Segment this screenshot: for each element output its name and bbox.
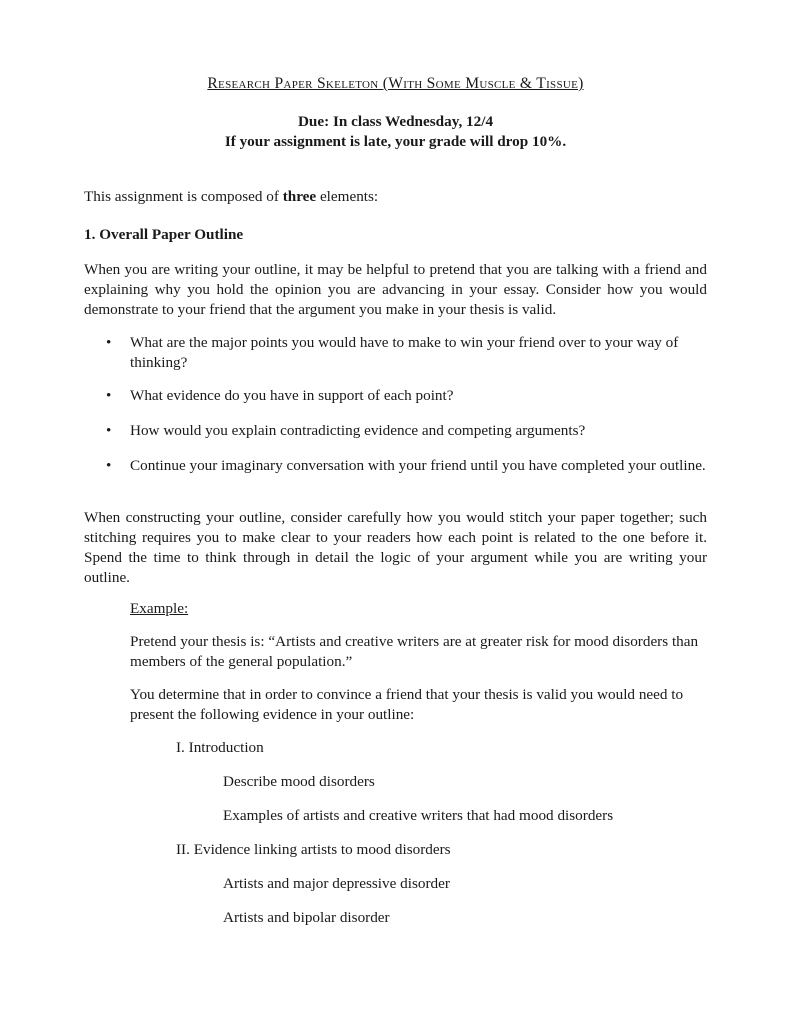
list-item bbox=[106, 456, 707, 476]
outline-subitem: Artists and major depressive disorder bbox=[223, 875, 450, 892]
list-item-text: Continue your imaginary conversation with your friend until you have completed your outline. bbox=[130, 457, 706, 474]
example-thesis: Pretend your thesis is: “Artists and creative writers are at greater risk for mood disorders than members of the general population.” bbox=[130, 633, 699, 670]
example-determine: You determine that in order to convince a friend that your thesis is valid you would need to present the following evidence in your outline: bbox=[130, 686, 684, 723]
example-label: Example: bbox=[130, 600, 189, 617]
outline-subitem: Artists and bipolar disorder bbox=[223, 909, 390, 926]
bullet-icon: • bbox=[106, 457, 112, 474]
list-item-text: What are the major points you would have to make to win your friend over to your way of thinking? bbox=[130, 334, 679, 371]
late-policy: If your assignment is late, your grade will drop 10%. bbox=[224, 133, 567, 150]
outline-subitem: Examples of artists and creative writers that had mood disorders bbox=[223, 807, 614, 824]
section-heading: 1. Overall Paper Outline bbox=[84, 226, 244, 243]
intro-emphasis: three bbox=[282, 188, 317, 205]
intro-sentence bbox=[84, 187, 378, 207]
outline-paragraph-2: When constructing your outline, consider carefully how you would stitch your paper together; such stitching requires you to make clear to your readers how each point is related to the one before it. Spend the time to think through in detail the logic of your argument while you are writing your outline. bbox=[84, 509, 707, 586]
list-item-text: How would you explain contradicting evidence and competing arguments? bbox=[130, 422, 586, 439]
document-page bbox=[84, 0, 707, 1024]
bullet-icon: • bbox=[106, 387, 112, 404]
due-date: Due: In class Wednesday, 12/4 bbox=[297, 113, 494, 130]
bullet-icon: • bbox=[106, 422, 112, 439]
document-title: Research Paper Skeleton (With Some Muscle & Tissue) bbox=[207, 75, 584, 92]
list-item bbox=[106, 386, 707, 406]
intro-prefix: This assignment is composed of bbox=[84, 188, 283, 205]
outline-item-evidence: II. Evidence linking artists to mood disorders bbox=[176, 841, 451, 858]
list-item bbox=[106, 421, 707, 441]
outline-paragraph-1: When you are writing your outline, it may be helpful to pretend that you are talking with a friend and explaining why you hold the opinion you are advancing in your essay. Consider how you would demonstrate to your friend that the argument you make in your thesis is valid. bbox=[84, 261, 707, 318]
outline-subitem: Describe mood disorders bbox=[223, 773, 375, 790]
list-item bbox=[106, 333, 707, 373]
bullet-icon: • bbox=[106, 334, 112, 351]
outline-item-introduction: I. Introduction bbox=[176, 739, 264, 756]
list-item-text: What evidence do you have in support of each point? bbox=[130, 387, 454, 404]
intro-suffix: elements: bbox=[316, 188, 379, 205]
